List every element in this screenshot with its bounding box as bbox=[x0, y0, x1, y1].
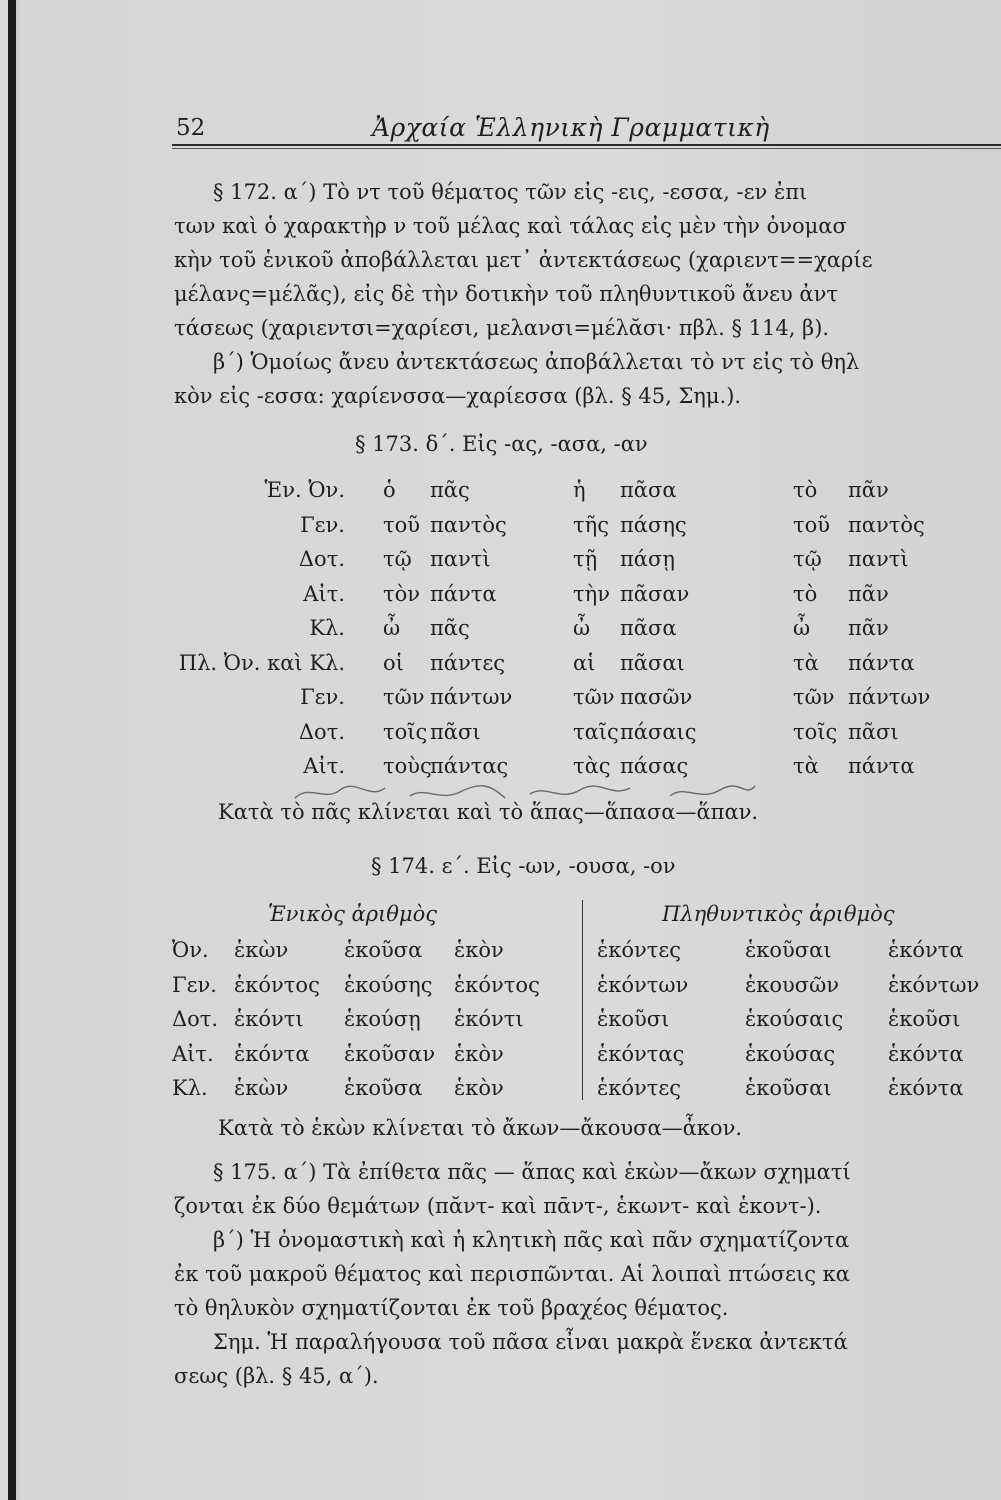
hekon-row-1-label: Γεν. bbox=[172, 972, 217, 997]
hekon-row-1-s3: ἑκόντος bbox=[454, 972, 540, 997]
header-rule-thin bbox=[172, 148, 1001, 149]
pas-row-1-c2: παντὸς bbox=[430, 512, 507, 537]
handwritten-pencil-notes bbox=[290, 780, 760, 806]
pas-row-8-label: Αἰτ. bbox=[303, 754, 345, 778]
pas-row-3-c3: τὴν bbox=[573, 581, 610, 606]
hekon-row-4-s1: ἑκὼν bbox=[234, 1076, 289, 1100]
para172-line1: § 172. α΄) Τὸ ντ τοῦ θέματος τῶν εἰς -εις, -εσσα, -εν ἐπι bbox=[213, 180, 808, 204]
pas-row-6-c4: πασῶν bbox=[620, 685, 693, 709]
hekon-row-1-p1: ἑκόντων bbox=[597, 972, 689, 997]
pas-row-3-c6: πᾶν bbox=[848, 581, 889, 606]
para172-line2: των καὶ ὁ χαρακτὴρ ν τοῦ μέλας καὶ τάλας εἰς μὲν τὴν ὀνομασ bbox=[174, 214, 847, 238]
pas-row-1-c3: τῆς bbox=[573, 512, 609, 537]
pas-row-7-c3: ταῖς bbox=[573, 719, 619, 744]
pas-row-7-c6: πᾶσι bbox=[848, 719, 899, 744]
pas-row-2-c2: παντὶ bbox=[430, 547, 491, 571]
hekon-row-3-s2: ἑκοῦσαν bbox=[344, 1041, 436, 1066]
pas-row-2-c3: τῇ bbox=[573, 547, 598, 571]
hekon-row-3-s1: ἑκόντα bbox=[234, 1041, 310, 1066]
pas-row-2-c1: τῷ bbox=[383, 547, 412, 571]
pas-row-4-c4: πᾶσα bbox=[620, 616, 677, 640]
pas-row-0-c3: ἡ bbox=[573, 478, 586, 502]
hekon-row-2-p2: ἑκούσαις bbox=[745, 1007, 844, 1031]
hekon-row-2-label: Δοτ. bbox=[172, 1007, 219, 1031]
para172-line3: κὴν τοῦ ἑνικοῦ ἀποβάλλεται μετ᾽ ἀντεκτάσεως (χαριεντ==χαρίε bbox=[174, 248, 873, 272]
hekon-row-0-label: Ὀν. bbox=[172, 938, 209, 962]
hekon-row-2-p3: ἑκοῦσι bbox=[888, 1007, 961, 1031]
para175-line5: τὸ θηλυκὸν σχηματίζονται ἐκ τοῦ βραχέος θέματος. bbox=[174, 1296, 729, 1320]
hekon-row-4-p2: ἑκοῦσαι bbox=[745, 1076, 832, 1100]
para175-line6: Σημ. Ἡ παραλήγουσα τοῦ πᾶσα εἶναι μακρὰ ἕνεκα ἀντεκτά bbox=[213, 1330, 848, 1354]
pas-row-0-c4: πᾶσα bbox=[620, 478, 677, 502]
pas-row-6-label: Γεν. bbox=[300, 685, 345, 709]
pas-row-4-c2: πᾶς bbox=[430, 616, 470, 640]
pas-row-7-label: Δοτ. bbox=[298, 719, 345, 744]
pas-row-5-c5: τὰ bbox=[793, 650, 819, 675]
pas-row-7-c2: πᾶσι bbox=[430, 719, 481, 744]
pas-row-6-c1: τῶν bbox=[383, 685, 425, 709]
hekon-row-4-s2: ἑκοῦσα bbox=[344, 1076, 423, 1100]
pas-row-3-c1: τὸν bbox=[383, 581, 421, 606]
pas-row-8-c4: πάσας bbox=[620, 754, 689, 778]
pas-row-2-c4: πάσῃ bbox=[620, 547, 675, 571]
section-173-heading: § 173. δ΄. Εἰς -ας, -ασα, -αν bbox=[355, 432, 648, 456]
pas-row-5-c6: πάντα bbox=[848, 650, 915, 675]
column-divider bbox=[582, 900, 583, 1100]
pas-row-4-label: Κλ. bbox=[309, 616, 345, 640]
pas-row-6-c5: τῶν bbox=[793, 685, 835, 709]
section-174-note: Κατὰ τὸ ἑκὼν κλίνεται τὸ ἄκων—ἄκουσα—ἆκον. bbox=[218, 1116, 743, 1140]
para175-line3: β΄) Ἡ ὀνομαστικὴ καὶ ἡ κλητικὴ πᾶς καὶ πᾶν σχηματίζοντα bbox=[213, 1228, 850, 1252]
pas-row-8-c3: τὰς bbox=[573, 754, 611, 778]
pas-row-0-c2: πᾶς bbox=[430, 478, 470, 502]
pas-row-8-c1: τοὺς bbox=[383, 754, 432, 778]
pas-row-5-c4: πᾶσαι bbox=[620, 650, 685, 675]
pas-row-8-c2: πάντας bbox=[430, 754, 509, 778]
pas-row-5-c2: πάντες bbox=[430, 650, 506, 675]
hekon-row-4-s3: ἑκὸν bbox=[454, 1076, 504, 1100]
pas-row-3-c5: τὸ bbox=[793, 581, 818, 606]
hekon-row-2-s2: ἑκούσῃ bbox=[344, 1007, 421, 1031]
pas-row-0-c1: ὁ bbox=[383, 478, 396, 502]
pas-row-4-c6: πᾶν bbox=[848, 616, 889, 640]
hekon-row-2-p1: ἑκοῦσι bbox=[597, 1007, 670, 1031]
hekon-row-4-label: Κλ. bbox=[172, 1076, 208, 1100]
para172-line5: τάσεως (χαριεντσι=χαρίεσι, μελανσι=μέλᾰσι· πβλ. § 114, β). bbox=[174, 316, 830, 340]
pas-row-0-label: Ἑν. Ὀν. bbox=[264, 478, 345, 502]
pas-row-2-label: Δοτ. bbox=[298, 547, 345, 571]
pas-row-6-c6: πάντων bbox=[848, 685, 931, 709]
para172-line4: μέλανς=μέλᾶς), εἰς δὲ τὴν δοτικὴν τοῦ πληθυντικοῦ ἄνευ ἀντ bbox=[174, 282, 838, 306]
pas-row-1-c6: παντὸς bbox=[848, 512, 925, 537]
hekon-row-1-s2: ἑκούσης bbox=[344, 972, 433, 997]
pas-row-1-label: Γεν. bbox=[300, 512, 345, 537]
pas-row-8-c6: πάντα bbox=[848, 754, 915, 778]
pas-row-3-label: Αἰτ. bbox=[303, 581, 345, 606]
plural-heading: Πληθυντικὸς ἀριθμὸς bbox=[662, 902, 895, 926]
para175-line2: ζονται ἐκ δύο θεμάτων (πᾰντ- καὶ πᾱντ-, ἑκωντ- καὶ ἑκοντ-). bbox=[174, 1194, 822, 1218]
section-173-note: Κατὰ τὸ πᾶς κλίνεται καὶ τὸ ἅπας—ἅπασα—ἅπαν. bbox=[218, 800, 759, 824]
running-title: Ἀρχαία Ἑλληνικὴ Γραμματικὴ bbox=[372, 113, 770, 142]
para175-line7: σεως (βλ. § 45, α΄). bbox=[174, 1364, 379, 1388]
section-174-heading: § 174. ε΄. Εἰς -ων, -ουσα, -ον bbox=[371, 854, 676, 878]
hekon-row-0-s3: ἑκὸν bbox=[454, 938, 504, 962]
pas-row-1-c4: πάσης bbox=[620, 512, 687, 537]
hekon-row-0-s1: ἑκὼν bbox=[234, 938, 289, 962]
pas-row-7-c1: τοῖς bbox=[383, 719, 428, 744]
hekon-row-3-p2: ἑκούσας bbox=[745, 1041, 836, 1066]
pas-row-5-c1: οἱ bbox=[383, 650, 404, 675]
hekon-row-3-p1: ἑκόντας bbox=[597, 1041, 685, 1066]
hekon-row-0-p2: ἑκοῦσαι bbox=[745, 938, 832, 962]
page-edge-shadow bbox=[8, 0, 16, 1500]
para172-line7: κὸν εἰς -εσσα: χαρίενσσα—χαρίεσσα (βλ. § 45, Σημ.). bbox=[174, 384, 742, 408]
pas-row-1-c1: τοῦ bbox=[383, 512, 421, 537]
pas-row-2-c5: τῷ bbox=[793, 547, 822, 571]
hekon-row-4-p1: ἑκόντες bbox=[597, 1076, 682, 1100]
hekon-row-3-s3: ἑκὸν bbox=[454, 1041, 504, 1066]
pas-row-0-c5: τὸ bbox=[793, 478, 818, 502]
para175-line4: ἐκ τοῦ μακροῦ θέματος καὶ περισπῶνται. Αἱ λοιπαὶ πτώσεις κα bbox=[174, 1262, 850, 1286]
hekon-row-0-p3: ἑκόντα bbox=[888, 938, 964, 962]
hekon-row-2-s1: ἑκόντι bbox=[234, 1007, 304, 1031]
pas-row-6-c3: τῶν bbox=[573, 685, 615, 709]
pas-row-5-c3: αἱ bbox=[573, 650, 596, 675]
header-rule bbox=[172, 144, 1001, 146]
pas-row-6-c2: πάντων bbox=[430, 685, 513, 709]
pas-row-8-c5: τὰ bbox=[793, 754, 819, 778]
hekon-row-0-s2: ἑκοῦσα bbox=[344, 938, 423, 962]
pas-row-4-c3: ὦ bbox=[573, 616, 591, 640]
pas-row-4-c5: ὦ bbox=[793, 616, 811, 640]
pas-row-3-c4: πᾶσαν bbox=[620, 581, 690, 606]
hekon-row-1-p2: ἑκουσῶν bbox=[745, 972, 840, 997]
page-number: 52 bbox=[176, 115, 206, 141]
hekon-row-3-p3: ἑκόντα bbox=[888, 1041, 964, 1066]
para175-line1: § 175. α΄) Τὰ ἐπίθετα πᾶς — ἅπας καὶ ἑκὼν—ἄκων σχηματί bbox=[213, 1160, 851, 1184]
hekon-row-1-s1: ἑκόντος bbox=[234, 972, 320, 997]
hekon-row-3-label: Αἰτ. bbox=[172, 1041, 214, 1066]
pas-row-0-c6: πᾶν bbox=[848, 478, 889, 502]
pas-row-4-c1: ὦ bbox=[383, 616, 401, 640]
hekon-row-2-s3: ἑκόντι bbox=[454, 1007, 524, 1031]
singular-heading: Ἑνικὸς ἀριθμὸς bbox=[268, 902, 437, 926]
hekon-row-0-p1: ἑκόντες bbox=[597, 938, 682, 962]
pas-row-3-c2: πάντα bbox=[430, 581, 497, 606]
para172-line6: β΄) Ὁμοίως ἄνευ ἀντεκτάσεως ἀποβάλλεται τὸ ντ εἰς τὸ θηλ bbox=[213, 350, 860, 374]
pas-row-5-label: Πλ. Ὀν. καὶ Κλ. bbox=[178, 650, 345, 675]
hekon-row-1-p3: ἑκόντων bbox=[888, 972, 980, 997]
pas-row-7-c5: τοῖς bbox=[793, 719, 838, 744]
pas-row-2-c6: παντὶ bbox=[848, 547, 909, 571]
pas-row-1-c5: τοῦ bbox=[793, 512, 831, 537]
hekon-row-4-p3: ἑκόντα bbox=[888, 1076, 964, 1100]
pas-row-7-c4: πάσαις bbox=[620, 719, 697, 744]
